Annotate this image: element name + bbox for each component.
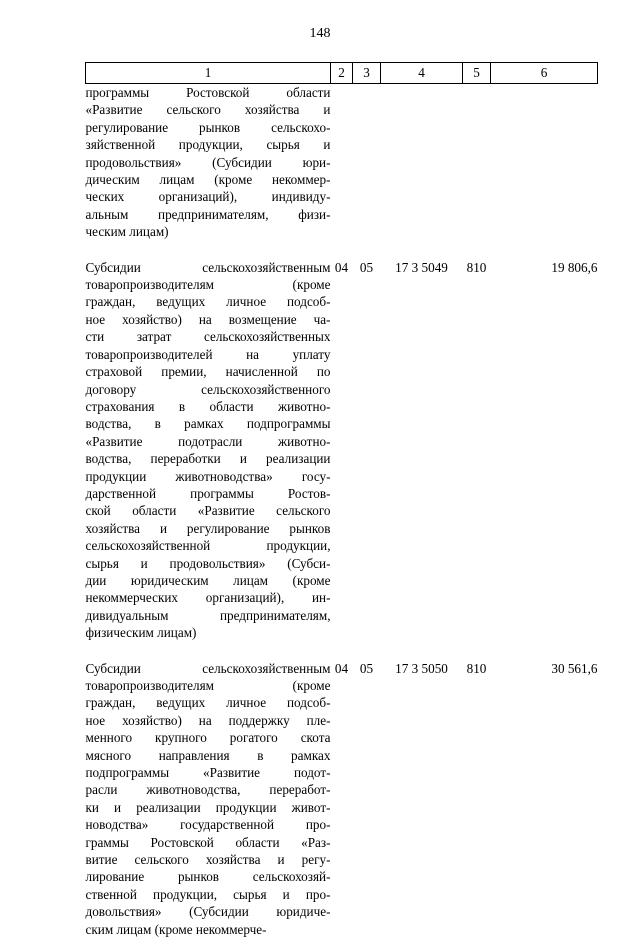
amount-value: 30 561,6 bbox=[551, 660, 598, 676]
table-header-row bbox=[86, 63, 598, 84]
row-spacer bbox=[86, 642, 598, 660]
description-line: граждан, ведущих личное подсоб- bbox=[85, 294, 331, 310]
description-line: договору сельскохозяйственного bbox=[85, 381, 331, 397]
description-line: страховой премии, начисленной по bbox=[85, 364, 331, 380]
row-description bbox=[86, 660, 331, 938]
description-line: Субсидии сельскохозяйственным bbox=[85, 259, 331, 275]
description-line: ским лицам (кроме некоммерче- bbox=[85, 921, 267, 937]
table-row bbox=[86, 84, 598, 241]
description-line: регулирование рынков сельскохо- bbox=[85, 119, 331, 135]
header-col-1: 1 bbox=[86, 63, 331, 84]
header-col-3: 3 bbox=[353, 63, 381, 84]
description-line: ческих организаций), индивиду- bbox=[85, 189, 331, 205]
description-line: ное хозяйство) на возмещение ча- bbox=[85, 311, 331, 327]
description-line: витие сельского хозяйства и регу- bbox=[85, 852, 331, 868]
description-line: ской области «Развитие сельского bbox=[85, 503, 331, 519]
description-line: граммы Ростовской области «Раз- bbox=[85, 834, 331, 850]
subsection-code: 05 bbox=[359, 660, 374, 676]
table-row bbox=[86, 259, 598, 642]
expense-type-code bbox=[463, 84, 491, 241]
row-spacer bbox=[86, 241, 598, 259]
description-line: лирование рынков сельскохозяй- bbox=[85, 869, 331, 885]
description-line: подпрограммы «Развитие подот- bbox=[85, 765, 331, 781]
description-line: сельскохозяйственной продукции, bbox=[85, 538, 331, 554]
description-line: «Развитие сельского хозяйства и bbox=[85, 102, 331, 118]
description-line: программы Ростовской области bbox=[85, 85, 331, 100]
description-line: физическим лицам) bbox=[85, 625, 197, 641]
description-line: менного крупного рогатого скота bbox=[85, 730, 331, 746]
description-line: товаропроизводителей на уплату bbox=[85, 346, 331, 362]
budget-table bbox=[85, 62, 598, 938]
description-line: дии юридическим лицам (кроме bbox=[85, 572, 331, 588]
description-line: продовольствия» (Субсидии юри- bbox=[85, 154, 331, 170]
target-article-code bbox=[381, 84, 463, 241]
target-article-code: 17 3 5049 bbox=[395, 259, 448, 275]
header-col-6: 6 bbox=[491, 63, 598, 84]
description-line: ное хозяйство) на поддержку пле- bbox=[85, 712, 331, 728]
section-code bbox=[331, 84, 353, 241]
description-line: дарственной программы Ростов- bbox=[85, 485, 331, 501]
description-line: дивидуальным предпринимателям, bbox=[85, 607, 331, 623]
description-line: мясного направления в рамках bbox=[85, 747, 331, 763]
amount-value bbox=[491, 84, 598, 241]
description-line: водства, переработки и реализации bbox=[85, 451, 331, 467]
description-line: довольствия» (Субсидии юридиче- bbox=[85, 904, 331, 920]
description-line: ческим лицам) bbox=[85, 224, 169, 240]
description-line: водства, в рамках подпрограммы bbox=[85, 416, 331, 432]
header-col-4: 4 bbox=[381, 63, 463, 84]
description-line: продукции животноводства» госу- bbox=[85, 468, 331, 484]
description-line: товаропроизводителям (кроме bbox=[85, 678, 331, 693]
description-line: расли животноводства, переработ- bbox=[85, 782, 331, 798]
target-article-code: 17 3 5050 bbox=[395, 660, 448, 676]
description-line: зяйственной продукции, сырья и bbox=[85, 137, 331, 153]
expense-type-code: 810 bbox=[466, 259, 487, 275]
subsection-code bbox=[353, 84, 381, 241]
description-line: альным предпринимателям, физи- bbox=[85, 206, 331, 222]
row-description bbox=[86, 84, 331, 241]
description-line: дическим лицам (кроме некоммер- bbox=[85, 172, 331, 188]
header-col-5: 5 bbox=[463, 63, 491, 84]
section-code: 04 bbox=[334, 660, 349, 676]
section-code: 04 bbox=[334, 259, 349, 275]
subsection-code: 05 bbox=[359, 259, 374, 275]
description-line: граждан, ведущих личное подсоб- bbox=[85, 695, 331, 711]
header-col-2: 2 bbox=[331, 63, 353, 84]
description-line: сырья и продовольствия» (Субси- bbox=[85, 555, 331, 571]
page-number: 148 bbox=[309, 26, 331, 41]
description-line: ственной продукции, сырья и про- bbox=[85, 886, 331, 902]
description-line: сти затрат сельскохозяйственных bbox=[85, 329, 331, 345]
description-line: хозяйства и регулирование рынков bbox=[85, 520, 331, 536]
row-description bbox=[86, 259, 331, 642]
description-line: некоммерческих организаций), ин- bbox=[85, 590, 331, 606]
table-row bbox=[86, 660, 598, 938]
description-line: новодства» государственной про- bbox=[85, 817, 331, 833]
expense-type-code: 810 bbox=[466, 660, 487, 676]
description-line: ки и реализации продукции живот- bbox=[85, 799, 331, 815]
amount-value: 19 806,6 bbox=[551, 259, 598, 275]
description-line: Субсидии сельскохозяйственным bbox=[85, 660, 331, 676]
description-line: «Развитие подотрасли животно- bbox=[85, 433, 331, 449]
description-line: страхования в области животно- bbox=[85, 398, 331, 414]
description-line: товаропроизводителям (кроме bbox=[85, 277, 331, 293]
